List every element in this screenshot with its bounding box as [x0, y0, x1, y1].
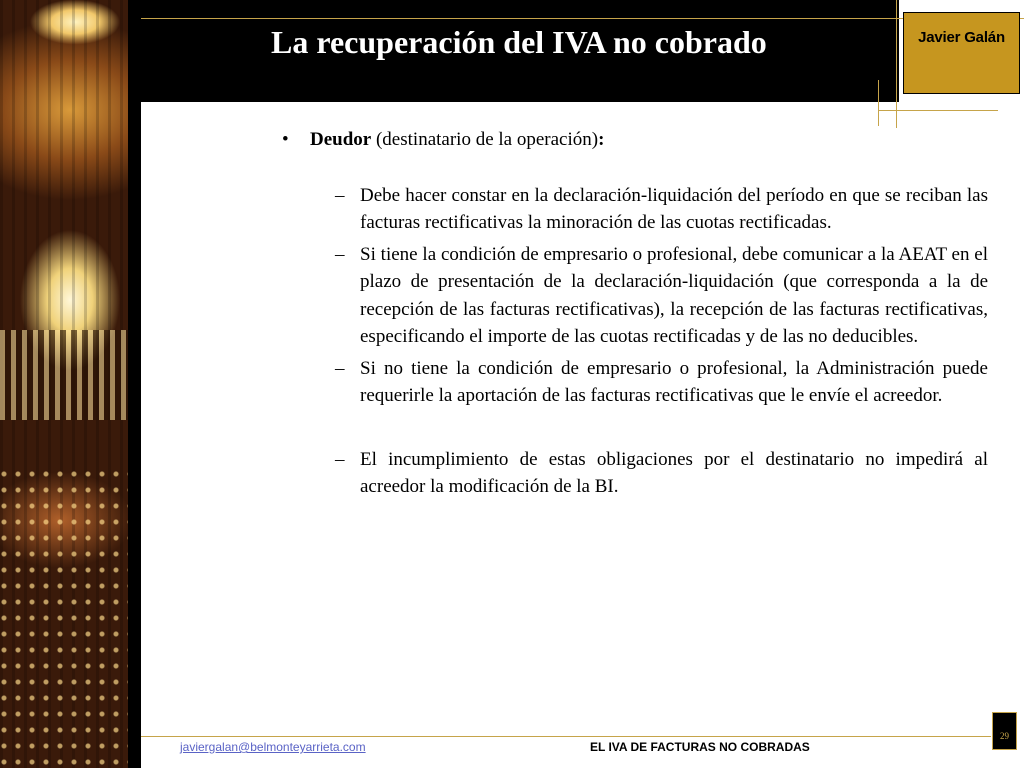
footer-title: EL IVA DE FACTURAS NO COBRADAS	[590, 740, 810, 754]
dash-marker: –	[335, 184, 345, 206]
left-black-strip	[128, 0, 141, 768]
dash-marker: –	[335, 357, 345, 379]
sub-item	[280, 446, 988, 501]
main-bullet	[280, 126, 988, 154]
library-dome-photo	[0, 0, 128, 768]
sub-item-list	[280, 182, 988, 501]
dash-marker: –	[335, 448, 345, 470]
dash-marker: –	[335, 243, 345, 265]
bullet-colon: :	[598, 129, 605, 150]
sub-item-text: Si tiene la condición de empresario o profesional, debe comunicar a la AEAT en el plazo de presentación de la declaración-liquidación (que corresponda a la de recepción de las facturas rectificativas), la recepción de las facturas rectificativas, especificando el importe de las cuotas rectificadas y de las no deducibles.	[360, 243, 988, 347]
logo-box	[903, 12, 1020, 94]
slide-content	[280, 126, 988, 501]
sub-item	[280, 182, 988, 237]
photo-arches	[0, 330, 128, 420]
footer-email-link[interactable]: javiergalan@belmonteyarrieta.com	[180, 740, 366, 754]
bullet-text: (destinatario de la operación)	[371, 129, 599, 150]
accent-line-left-short	[878, 80, 879, 126]
bullet-marker: •	[282, 129, 289, 150]
slide-title: La recuperación del IVA no cobrado	[271, 24, 767, 60]
footer-line	[141, 736, 991, 737]
photo-reading-lamps	[0, 470, 128, 768]
sub-item-text: Debe hacer constar en la declaración-liquidación del período en que se reciban las facturas rectificativas la minoración de las cuotas rectificadas.	[360, 184, 988, 233]
sub-item	[280, 241, 988, 351]
page-number: 29	[1000, 731, 1009, 741]
page-number-box	[992, 712, 1017, 750]
accent-line-vertical	[896, 0, 897, 128]
logo-text: Javier Galán	[918, 29, 1005, 46]
sub-item-text: Si no tiene la condición de empresario o profesional, la Administración puede requerirle la aportación de las facturas rectificativas que le envíe el acreedor.	[360, 357, 988, 406]
bullet-bold-term: Deudor	[310, 129, 372, 150]
accent-line-bottom	[878, 110, 998, 111]
title-bar	[141, 0, 899, 102]
accent-line-top	[141, 18, 1024, 19]
sub-item-text: El incumplimiento de estas obligaciones por el destinatario no impedirá al acreedor la modificación de la BI.	[360, 448, 988, 497]
sub-item	[280, 355, 988, 410]
